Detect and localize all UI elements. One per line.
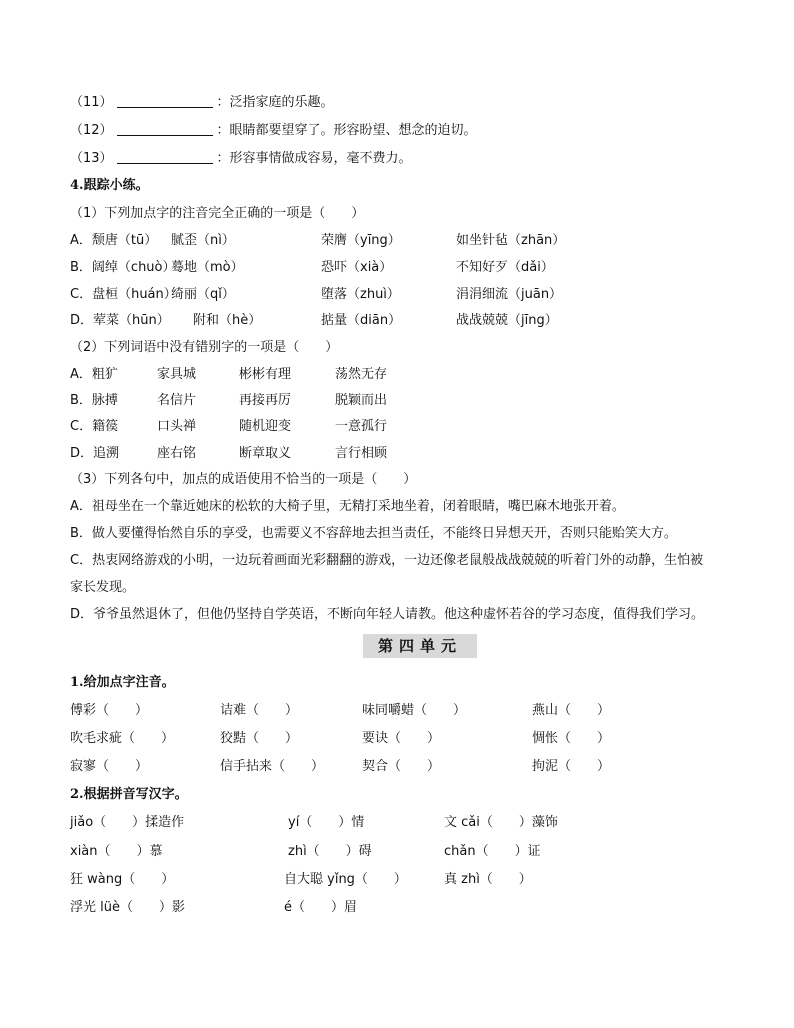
option-line: C．热衷网络游戏的小明，一边玩着画面光彩翻翻的游戏，一边还像老鼠般战战兢兢的听着门外的动静，生怕被 (70, 553, 704, 568)
option-cell: C．盘桓（huán） (70, 287, 177, 302)
option-cell: 再接再厉 (239, 393, 292, 408)
pinyin-item: 燕山（ ） (532, 703, 611, 718)
option-cell: A．粗犷 (70, 367, 118, 382)
option-cell: A．颓唐（tū） (70, 233, 158, 248)
option-cell: 言行相顾 (335, 446, 388, 461)
pinyin-item: 契合（ ） (362, 759, 441, 774)
option-cell: B．脉搏 (70, 393, 118, 408)
question-2-stem: （2）下列词语中没有错别字的一项是（ ） (70, 340, 339, 355)
pinyin-item: 信手拈来（ ） (220, 759, 325, 774)
option-row (70, 365, 754, 385)
option-cell: 腻歪（nì） (171, 233, 235, 248)
write-item: 狂 wàng（ ） (70, 872, 175, 887)
answer-blank[interactable] (117, 93, 213, 108)
pinyin-item: 狡黠（ ） (220, 731, 299, 746)
option-cell: 荣膺（yīng） (321, 233, 401, 248)
write-row (70, 898, 754, 918)
option-cell: 绮丽（qǐ） (171, 287, 235, 302)
question-1-stem: （1）下列加点字的注音完全正确的一项是（ ） (70, 206, 365, 221)
write-item: zhì（ ）碍 (288, 844, 372, 859)
section-heading: 2.根据拼音写汉字。 (70, 787, 188, 802)
definition-item-13 (70, 149, 754, 169)
option-cell: 名信片 (157, 393, 197, 408)
write-item: yí（ ）情 (288, 815, 365, 830)
option-cell: 家具城 (157, 367, 197, 382)
option-row (70, 258, 754, 278)
section-heading: 1.给加点字注音。 (70, 675, 175, 690)
option-cell: 口头禅 (157, 419, 197, 434)
write-item: jiǎo（ ）揉造作 (70, 815, 185, 830)
item-number: （12） (70, 123, 113, 138)
option-cell: 脱颖而出 (335, 393, 388, 408)
option-cell: 不知好歹（dǎi） (456, 260, 554, 275)
write-item: 自大聪 yǐng（ ） (284, 872, 407, 887)
option-cell: 战战兢兢（jīng） (456, 313, 558, 328)
option-cell: 恐吓（xià） (321, 260, 393, 275)
write-item: 真 zhì（ ） (444, 872, 532, 887)
write-item: 文 cǎi（ ）藻饰 (444, 815, 558, 830)
option-cell: 涓涓细流（juān） (456, 287, 563, 302)
write-item: chǎn（ ）证 (444, 844, 541, 859)
option-row (70, 444, 754, 464)
option-cell: C．籍篌 (70, 419, 119, 434)
practice-heading: 4.跟踪小练。 (70, 178, 149, 193)
pinyin-item: 傅彩（ ） (70, 703, 149, 718)
option-cell: D．荤菜（hūn） (70, 313, 170, 328)
option-cell: 彬彬有理 (239, 367, 292, 382)
definition-item-11 (70, 93, 754, 113)
question-3-stem: （3）下列各句中，加点的成语使用不恰当的一项是（ ） (70, 472, 417, 487)
pinyin-item: 惆怅（ ） (532, 731, 611, 746)
write-item: 浮光 lüè（ ）影 (70, 900, 185, 915)
pinyin-row (70, 701, 754, 721)
option-cell: 蓦地（mò） (171, 260, 244, 275)
option-cell: 一意孤行 (335, 419, 388, 434)
option-row (70, 311, 754, 331)
option-cell: 荡然无存 (335, 367, 388, 382)
pinyin-item: 诘难（ ） (220, 703, 299, 718)
option-cell: 掂量（diān） (321, 313, 402, 328)
option-cell: B．阔绰（chuò） (70, 260, 176, 275)
pinyin-row (70, 757, 754, 777)
option-line-continued: 家长发现。 (70, 580, 136, 595)
write-item: é（ ）眉 (284, 900, 357, 915)
item-definition: ：眼睛都要望穿了。形容盼望、想念的迫切。 (216, 123, 477, 138)
option-row (70, 391, 754, 411)
option-cell: 堕落（zhuì） (321, 287, 400, 302)
option-line: A．祖母坐在一个靠近她床的松软的大椅子里，无精打采地坐着，闭着眼睛，嘴巴麻木地张开着。 (70, 499, 625, 514)
write-item: xiàn（ ）慕 (70, 844, 163, 859)
option-row (70, 417, 754, 437)
option-cell: 座右铭 (157, 446, 197, 461)
item-number: （11） (70, 95, 113, 110)
option-row (70, 285, 754, 305)
option-cell: D．追溯 (70, 446, 120, 461)
item-definition: ：泛指家庭的乐趣。 (216, 95, 334, 110)
option-cell: 随机迎变 (239, 419, 292, 434)
option-cell: 如坐针毡（zhān） (456, 233, 566, 248)
option-cell: 附和（hè） (193, 313, 262, 328)
pinyin-item: 拘泥（ ） (532, 759, 611, 774)
item-number: （13） (70, 151, 113, 166)
option-line: B．做人要懂得怡然自乐的享受，也需要义不容辞地去担当责任，不能终日异想天开，否则只能贻笑大方。 (70, 526, 677, 541)
option-cell: 断章取义 (239, 446, 292, 461)
write-row (70, 870, 754, 890)
write-row (70, 842, 754, 862)
answer-blank[interactable] (117, 121, 213, 136)
pinyin-item: 寂寥（ ） (70, 759, 149, 774)
pinyin-item: 味同嚼蜡（ ） (362, 703, 467, 718)
definition-item-12 (70, 121, 754, 141)
write-row (70, 813, 754, 833)
pinyin-row (70, 729, 754, 749)
option-row (70, 231, 754, 251)
unit-banner: 第四单元 (363, 634, 477, 658)
item-definition: ：形容事情做成容易，毫不费力。 (216, 151, 412, 166)
option-line: D．爷爷虽然退休了，但他仍坚持自学英语，不断向年轻人请教。他这种虚怀若谷的学习态度，值得我们学习。 (70, 607, 705, 622)
answer-blank[interactable] (117, 149, 213, 164)
pinyin-item: 吹毛求疵（ ） (70, 731, 175, 746)
pinyin-item: 要诀（ ） (362, 731, 441, 746)
